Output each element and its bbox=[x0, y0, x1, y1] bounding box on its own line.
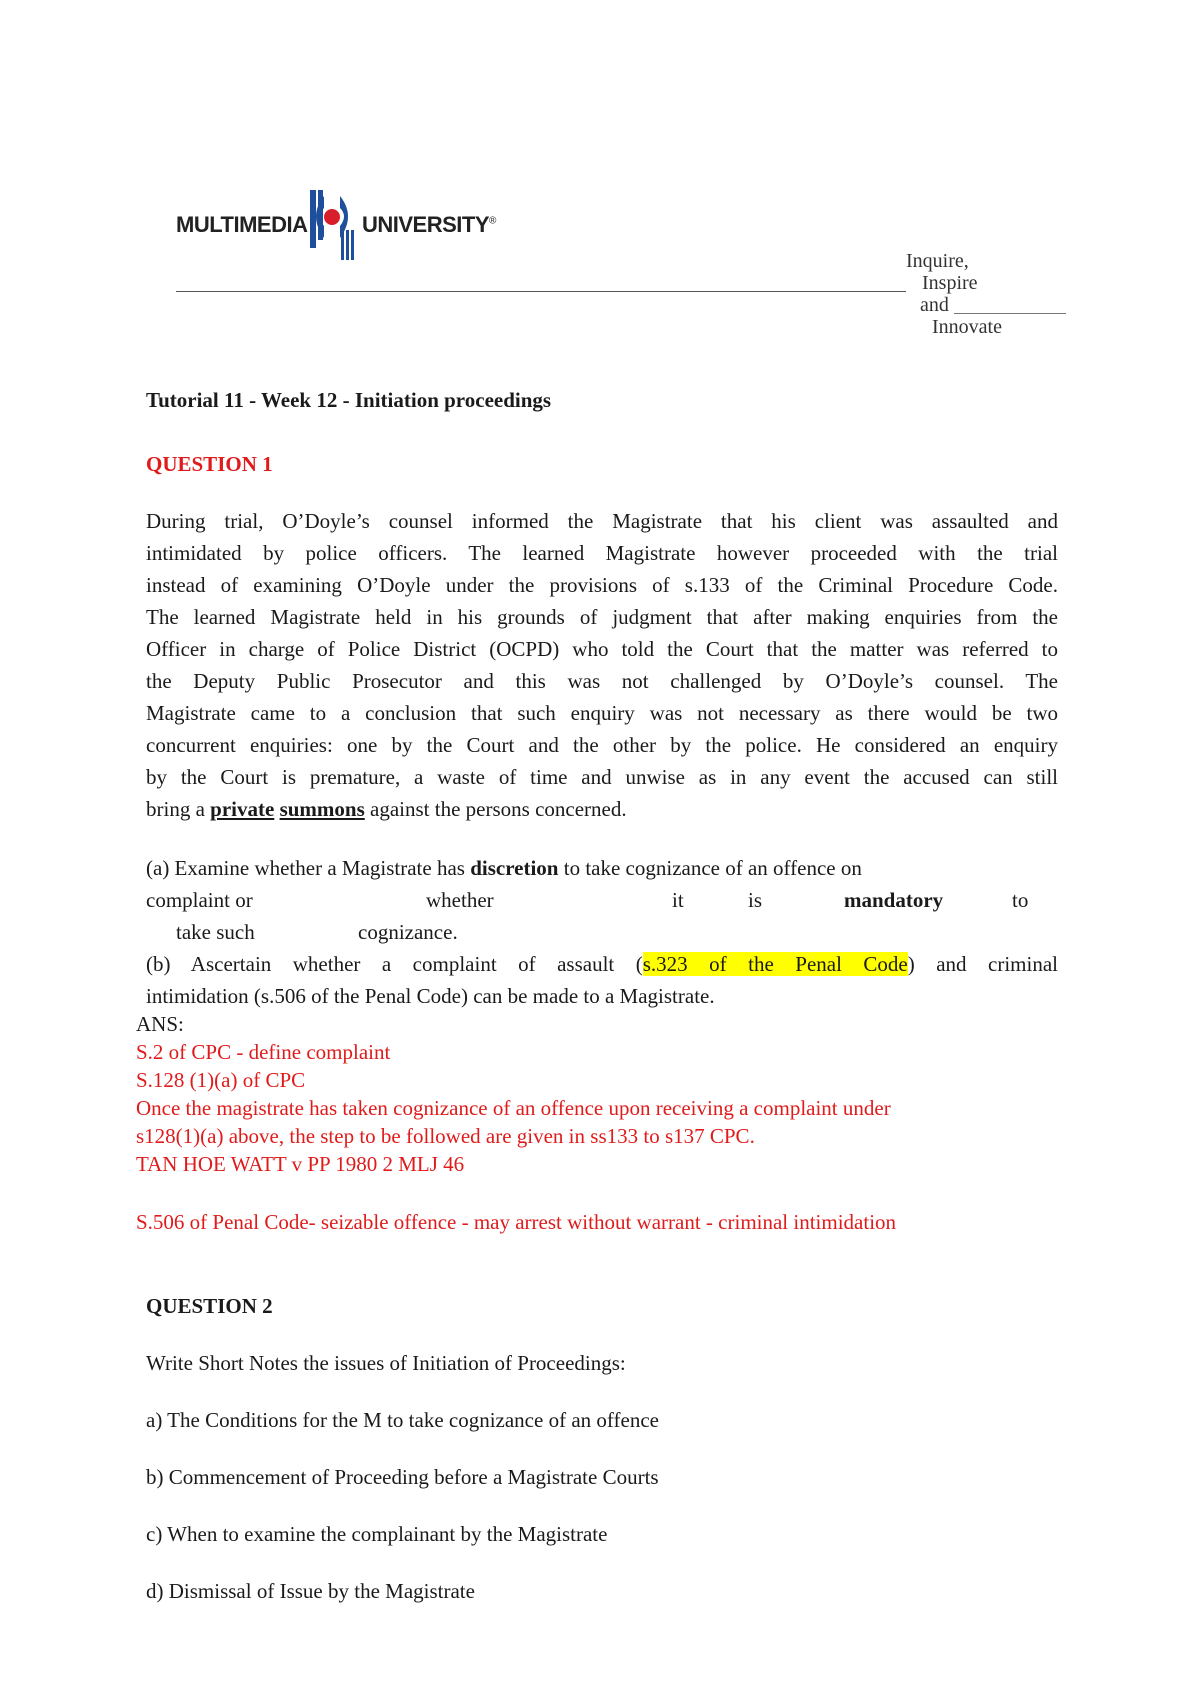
logo-text-university: UNIVERSITY® bbox=[362, 212, 496, 237]
paragraph-line: The learned Magistrate held in his grounds of judgment that after making enquiries from the bbox=[146, 605, 1058, 629]
emphasis-discretion: discretion bbox=[470, 856, 559, 880]
part-a-line-1: (a) Examine whether a Magistrate has discretion to take cognizance of an offence on bbox=[146, 856, 862, 880]
question-2-item: c) When to examine the complainant by the Magistrate bbox=[146, 1522, 608, 1546]
tagline-line: Innovate bbox=[932, 316, 1002, 338]
question-2-item: a) The Conditions for the M to take cognizance of an offence bbox=[146, 1408, 659, 1432]
answer-line: s128(1)(a) above, the step to be followed are given in ss133 to s137 CPC. bbox=[136, 1124, 755, 1148]
part-a-word: whether bbox=[426, 888, 494, 912]
question-2-item: d) Dismissal of Issue by the Magistrate bbox=[146, 1579, 475, 1603]
answer-line: TAN HOE WATT v PP 1980 2 MLJ 46 bbox=[136, 1152, 465, 1176]
paragraph-line: concurrent enquiries: one by the Court and the other by the police. He considered an enquiry bbox=[146, 733, 1058, 757]
question-1-heading: QUESTION 1 bbox=[146, 452, 273, 476]
tagline-line: and bbox=[920, 294, 949, 316]
paragraph-line: intimidated by police officers. The learned Magistrate however proceeded with the trial bbox=[146, 541, 1058, 565]
part-b bbox=[146, 948, 1058, 1012]
emphasis-private: private bbox=[210, 797, 275, 821]
part-a-word: take such bbox=[176, 920, 255, 944]
paragraph-line: Officer in charge of Police District (OCPD) who told the Court that the matter was referred to bbox=[146, 637, 1058, 661]
part-a-word: it bbox=[672, 888, 684, 912]
header-divider bbox=[176, 291, 906, 292]
paragraph-line: instead of examining O’Doyle under the provisions of s.133 of the Criminal Procedure Code. bbox=[146, 573, 1058, 597]
tagline bbox=[906, 250, 1066, 345]
paragraph-line: bring a private summons against the persons concerned. bbox=[146, 797, 627, 821]
paragraph-line: the Deputy Public Prosecutor and this was not challenged by O’Doyle’s counsel. The bbox=[146, 669, 1058, 693]
part-b-line-1: (b) Ascertain whether a complaint of assault (s.323 of the Penal Code) and criminal bbox=[146, 952, 1058, 976]
part-a-word: complaint or bbox=[146, 888, 253, 912]
answer-line: S.506 of Penal Code- seizable offence - may arrest without warrant - criminal intimidation bbox=[136, 1210, 897, 1234]
tagline-line: Inquire, bbox=[906, 250, 969, 272]
paragraph-line: Magistrate came to a conclusion that such enquiry was not necessary as there would be two bbox=[146, 701, 1058, 725]
question-2-heading: QUESTION 2 bbox=[146, 1294, 273, 1318]
paragraph-line: During trial, O’Doyle’s counsel informed the Magistrate that his client was assaulted and bbox=[146, 509, 1058, 533]
part-b-line-2: intimidation (s.506 of the Penal Code) can be made to a Magistrate. bbox=[146, 984, 715, 1008]
university-logo bbox=[176, 186, 496, 262]
tagline-rule bbox=[954, 313, 1066, 314]
question-1-paragraph bbox=[146, 505, 1058, 825]
page-title: Tutorial 11 - Week 12 - Initiation proceedings bbox=[146, 388, 552, 412]
logo-emblem-icon bbox=[304, 186, 360, 262]
answer-line: S.2 of CPC - define complaint bbox=[136, 1040, 391, 1064]
answer-label: ANS: bbox=[136, 1012, 184, 1036]
paragraph-line: by the Court is premature, a waste of time and unwise as in any event the accused can still bbox=[146, 765, 1058, 789]
part-a-word: is bbox=[748, 888, 763, 912]
question-2-item: b) Commencement of Proceeding before a Magistrate Courts bbox=[146, 1465, 659, 1489]
emphasis-summons: summons bbox=[279, 797, 365, 821]
answer-line: S.128 (1)(a) of CPC bbox=[136, 1068, 306, 1092]
part-a-word: to bbox=[1012, 888, 1029, 912]
part-a-word: cognizance. bbox=[358, 920, 458, 944]
tagline-line: Inspire bbox=[922, 272, 978, 294]
highlighted-citation: s.323 of the Penal Code bbox=[642, 952, 908, 976]
logo-text-multimedia: MULTIMEDIA bbox=[176, 212, 308, 237]
answer-line: Once the magistrate has taken cognizance of an offence upon receiving a complaint under bbox=[136, 1096, 891, 1120]
question-2-intro: Write Short Notes the issues of Initiation of Proceedings: bbox=[146, 1351, 626, 1375]
emphasis-mandatory: mandatory bbox=[844, 888, 944, 912]
